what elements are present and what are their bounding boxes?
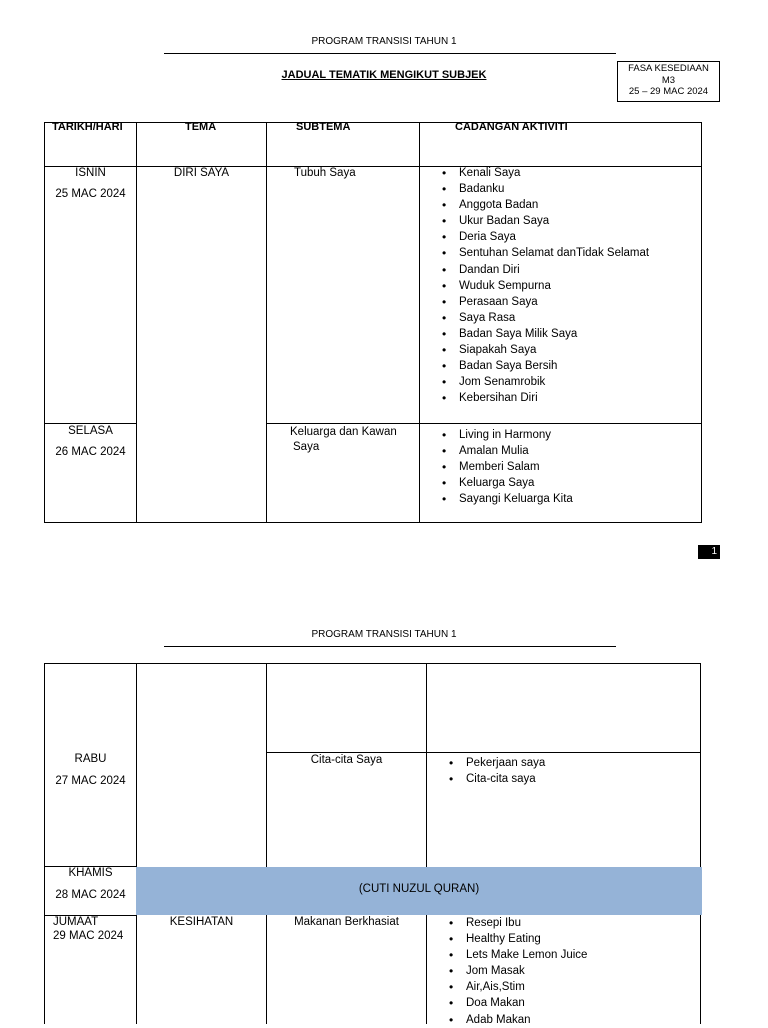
- list-item: • Sayangi Keluarga Kita: [440, 491, 573, 507]
- list-item: • Kenali Saya: [440, 165, 649, 181]
- fasa-line-1: FASA KESEDIAAN: [628, 63, 709, 74]
- holiday-band: [136, 867, 702, 915]
- program-title: PROGRAM TRANSISI TAHUN 1: [311, 36, 457, 47]
- day-selasa: SELASA: [68, 425, 113, 437]
- activities-selasa: [440, 427, 573, 507]
- list-item: • Saya Rasa: [440, 310, 649, 326]
- list-item: • Amalan Mulia: [440, 443, 573, 459]
- list-item: • Badanku: [440, 181, 649, 197]
- list-item: • Jom Senamrobik: [440, 374, 649, 390]
- list-item: • Anggota Badan: [440, 197, 649, 213]
- list-item: • Perasaan Saya: [440, 294, 649, 310]
- list-item: • Jom Masak: [447, 963, 587, 979]
- date-khamis: 28 MAC 2024: [55, 889, 126, 901]
- page-number: 1: [698, 545, 720, 559]
- list-item: • Healthy Eating: [447, 931, 587, 947]
- day-rabu: RABU: [74, 753, 107, 765]
- document-title: JADUAL TEMATIK MENGIKUT SUBJEK: [281, 69, 487, 81]
- list-item: • Adab Makan: [447, 1012, 587, 1028]
- fasa-line-2: M3: [661, 74, 676, 86]
- activities-jumaat: [447, 915, 587, 1028]
- holiday-label: (CUTI NUZUL QURAN): [358, 883, 480, 895]
- program-title-page-2: PROGRAM TRANSISI TAHUN 1: [311, 629, 457, 640]
- list-item: • Resepi Ibu: [447, 915, 587, 931]
- header-aktiviti: CADANGAN AKTIVITI: [455, 121, 568, 133]
- day-isnin: ISNIN: [75, 167, 106, 179]
- list-item: • Cita-cita saya: [447, 771, 545, 787]
- fasa-box: [617, 61, 720, 102]
- subtema-cita-cita: Cita-cita Saya: [310, 754, 383, 766]
- list-item: • Deria Saya: [440, 229, 649, 245]
- date-jumaat: 29 MAC 2024: [53, 930, 124, 942]
- list-item: • Living in Harmony: [440, 427, 573, 443]
- list-item: • Pekerjaan saya: [447, 755, 545, 771]
- day-khamis: KHAMIS: [68, 867, 113, 879]
- subtema-keluarga-line-1: Keluarga dan Kawan: [290, 426, 397, 438]
- header-subtema: SUBTEMA: [296, 121, 351, 133]
- activities-rabu: [447, 755, 545, 787]
- header-rule-page-2: [164, 646, 616, 647]
- list-item: • Air,Ais,Stim: [447, 979, 587, 995]
- subtema-keluarga-line-2: Saya: [293, 441, 320, 453]
- list-item: • Badan Saya Bersih: [440, 358, 649, 374]
- list-item: • Badan Saya Milik Saya: [440, 326, 649, 342]
- list-item: • Siapakah Saya: [440, 342, 649, 358]
- date-isnin: 25 MAC 2024: [55, 188, 126, 200]
- activities-isnin: [440, 165, 649, 406]
- header-tarikh: TARIKH/HARI: [52, 121, 123, 133]
- fasa-line-3: 25 – 29 MAC 2024: [628, 86, 709, 97]
- list-item: • Sentuhan Selamat danTidak Selamat: [440, 245, 649, 261]
- list-item: • Dandan Diri: [440, 262, 649, 278]
- date-rabu: 27 MAC 2024: [55, 775, 126, 787]
- list-item: • Keluarga Saya: [440, 475, 573, 491]
- header-tema: TEMA: [185, 121, 217, 133]
- subtema-tubuh-saya: Tubuh Saya: [294, 167, 356, 179]
- day-jumaat: JUMAAT: [53, 916, 99, 928]
- list-item: • Lets Make Lemon Juice: [447, 947, 587, 963]
- header-rule: [164, 53, 616, 54]
- list-item: • Ukur Badan Saya: [440, 213, 649, 229]
- tema-diri-saya: DIRI SAYA: [173, 167, 230, 179]
- tema-kesihatan: KESIHATAN: [169, 916, 234, 928]
- date-selasa: 26 MAC 2024: [55, 446, 126, 458]
- list-item: • Doa Makan: [447, 995, 587, 1011]
- list-item: • Wuduk Sempurna: [440, 278, 649, 294]
- list-item: • Kebersihan Diri: [440, 390, 649, 406]
- subtema-makanan: Makanan Berkhasiat: [294, 916, 399, 928]
- list-item: • Memberi Salam: [440, 459, 573, 475]
